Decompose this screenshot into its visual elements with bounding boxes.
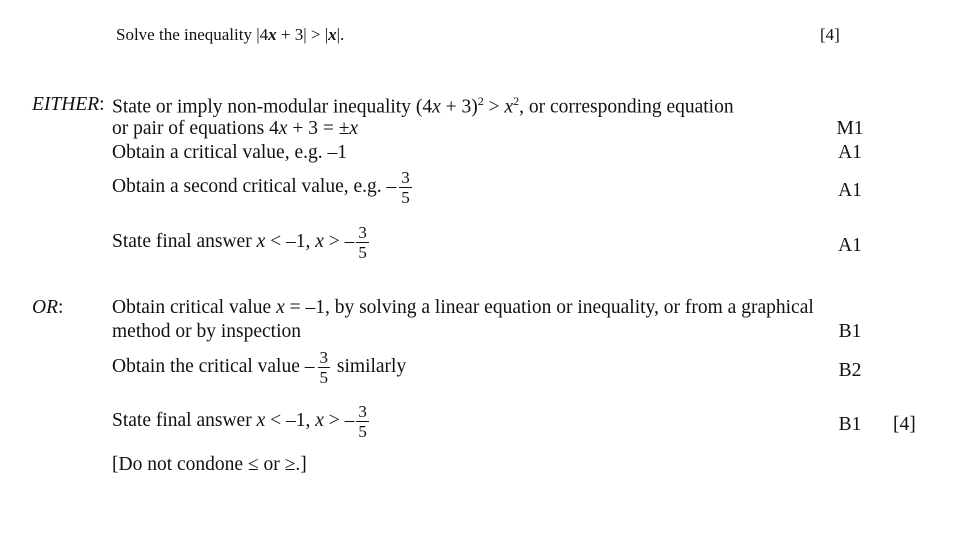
or-note: [Do not condone ≤ or ≥.] <box>112 454 307 475</box>
or-step-2 <box>112 348 406 387</box>
mark-a1: A1 <box>838 142 862 163</box>
fraction <box>318 348 331 387</box>
variable-x: x <box>504 96 514 118</box>
numerator: 3 <box>319 348 329 367</box>
or-step-3 <box>112 402 371 441</box>
variable-x: x <box>315 230 324 252</box>
superscript: 2 <box>513 94 520 108</box>
question-text <box>116 25 344 45</box>
denominator: 5 <box>358 422 367 441</box>
text: , or corresponding equation <box>519 96 734 118</box>
denominator: 5 <box>401 188 410 207</box>
either-step-2: Obtain a critical value, e.g. –1 <box>112 142 347 163</box>
mark-b2: B2 <box>838 360 862 381</box>
variable-x: x <box>315 409 324 431</box>
text: State final answer <box>112 230 257 252</box>
fraction <box>356 223 369 262</box>
colon: : <box>58 297 64 318</box>
text: State or imply non-modular inequality (4 <box>112 96 433 118</box>
denominator: 5 <box>319 368 329 387</box>
text: + 3) <box>440 96 478 118</box>
mark-a1: A1 <box>838 235 862 256</box>
text: > – <box>323 409 355 431</box>
question-part: + 3| > | <box>276 25 329 44</box>
mark-a1: A1 <box>838 180 862 201</box>
text: > <box>483 96 505 118</box>
fraction <box>356 402 369 441</box>
text: Obtain critical value <box>112 297 277 318</box>
numerator: 3 <box>358 402 367 421</box>
text: or pair of equations 4 <box>112 118 279 139</box>
text: Obtain a second critical value, e.g. <box>112 175 387 197</box>
step-total-marks: [4] <box>893 414 916 435</box>
text: + 3 = ± <box>287 118 350 139</box>
variable-x: x <box>256 230 266 252</box>
text: < –1, <box>265 409 316 431</box>
minus-sign: – <box>386 175 397 197</box>
or-step-1-line-2: method or by inspection <box>112 321 302 342</box>
variable-x: x <box>328 25 337 44</box>
either-label <box>32 94 105 116</box>
superscript: 2 <box>477 94 484 108</box>
text: < –1, <box>265 230 316 252</box>
mark-b1: B1 <box>838 321 862 342</box>
either-step-4 <box>112 223 371 262</box>
text: > – <box>323 230 355 252</box>
variable-x: x <box>276 297 285 318</box>
mark-m1: M1 <box>836 118 864 139</box>
variable-x: x <box>349 118 359 139</box>
numerator: 3 <box>358 223 367 242</box>
text: = –1, by solving a linear equation or inequality, or from a graphical <box>284 297 814 318</box>
or-word: OR <box>32 297 58 318</box>
text: similarly <box>332 355 407 377</box>
either-step-3 <box>112 168 414 207</box>
text: State final answer <box>112 409 257 431</box>
variable-x: x <box>256 409 266 431</box>
denominator: 5 <box>358 243 367 262</box>
either-step-1-line-1 <box>112 94 734 119</box>
variable-x: x <box>278 118 288 139</box>
variable-x: x <box>432 96 441 118</box>
or-label <box>32 297 63 319</box>
variable-x: x <box>268 25 277 44</box>
mark-b1: B1 <box>838 414 862 435</box>
text: Obtain the critical value <box>112 355 305 377</box>
colon: : <box>99 94 105 115</box>
fraction <box>399 168 412 207</box>
either-step-1-line-2 <box>112 118 358 140</box>
minus-sign: – <box>304 355 315 377</box>
question-part: Solve the inequality |4 <box>116 25 269 44</box>
either-word: EITHER <box>32 94 100 115</box>
question-part: |. <box>336 25 345 44</box>
question-total-marks: [4] <box>820 25 840 44</box>
or-step-1-line-1 <box>112 297 814 319</box>
numerator: 3 <box>401 168 410 187</box>
